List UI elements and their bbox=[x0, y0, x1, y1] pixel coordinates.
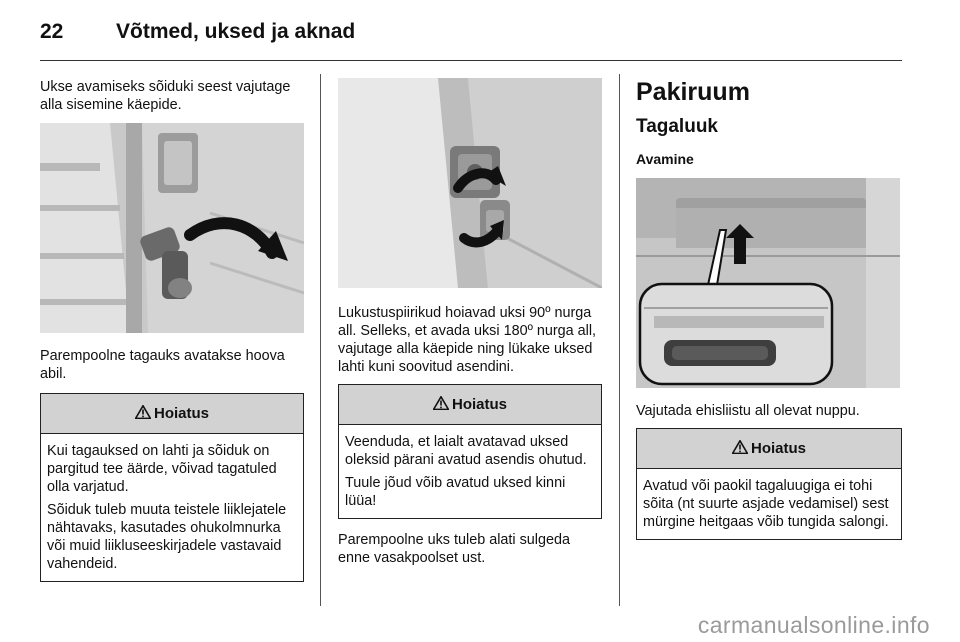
warning-triangle-icon bbox=[433, 396, 449, 414]
warning-paragraph: Kui tagauksed on lahti ja sõiduk on pargitud tee äärde, võivad tagatuled olla varjatud. bbox=[47, 443, 277, 495]
subsection-title: Tagaluuk bbox=[636, 116, 718, 137]
page-header bbox=[40, 16, 900, 60]
warning-paragraph: Avatud või paokil tagaluugiga ei tohi sõita (nt suurte asjade vedamisel) sest mürgine heitgaas võib tungida salongi. bbox=[643, 478, 889, 530]
door-handle-photo bbox=[40, 123, 304, 333]
subsubsection-title: Avamine bbox=[636, 151, 694, 167]
section-title: Pakiruum bbox=[636, 78, 750, 106]
warning-header bbox=[41, 394, 303, 434]
warning-triangle-icon bbox=[135, 405, 151, 423]
warning-paragraph: Sõiduk tuleb muuta teistele liiklejatele nähtavaks, kasutades ohukolmnurka või muid liikluseeskirjadele vastavaid vahendeid. bbox=[47, 502, 287, 572]
warning-paragraph: Veenduda, et laialt avatavad uksed oleksid pärani avatud asendis ohutud. bbox=[345, 434, 587, 468]
warning-title: Hoiatus bbox=[750, 440, 806, 457]
door-handle-illustration bbox=[40, 123, 304, 333]
warning-title: Hoiatus bbox=[153, 405, 209, 422]
warning-body bbox=[339, 425, 601, 518]
door-opening-text: Ukse avamiseks sõiduki seest vajutage alla sisemine käepide. bbox=[40, 79, 291, 113]
warning-box-middle bbox=[338, 384, 602, 519]
tailgate-illustration bbox=[636, 178, 900, 388]
door-stop-illustration bbox=[338, 78, 602, 288]
middle-column bbox=[338, 78, 602, 567]
right-column bbox=[636, 78, 902, 540]
site-watermark: carmanualsonline.info bbox=[697, 612, 930, 638]
right-door-lever-text: Parempoolne tagauks avatakse hoova abil. bbox=[40, 348, 285, 382]
tailgate-button-text: Vajutada ehisliistu all olevat nuppu. bbox=[636, 403, 860, 419]
warning-title: Hoiatus bbox=[451, 396, 507, 413]
warning-body bbox=[637, 469, 901, 539]
closing-order-text: Parempoolne uks tuleb alati sulgeda enne vasakpoolset ust. bbox=[338, 532, 570, 566]
warning-header bbox=[339, 385, 601, 425]
left-column bbox=[40, 78, 304, 582]
warning-triangle-icon bbox=[732, 440, 748, 458]
warning-header bbox=[637, 429, 901, 469]
door-stop-text: Lukustuspiirikud hoiavad uksi 90º nurga all. Selleks, et avada uksi 180º nurga all, vajutage alla käepide ning lükake uksed lahti kuni soovitud asendini. bbox=[338, 305, 597, 375]
column-divider-right bbox=[619, 74, 620, 606]
warning-box-left bbox=[40, 393, 304, 582]
column-divider-left bbox=[320, 74, 321, 606]
warning-paragraph: Tuule jõud võib avatud uksed kinni lüüa! bbox=[345, 475, 566, 509]
tailgate-photo bbox=[636, 178, 900, 388]
door-stop-photo bbox=[338, 78, 602, 288]
chapter-title: Võtmed, uksed ja aknad bbox=[116, 20, 356, 43]
header-divider bbox=[40, 60, 902, 61]
warning-body bbox=[41, 434, 303, 581]
page-number: 22 bbox=[40, 20, 64, 43]
warning-box-right bbox=[636, 428, 902, 540]
